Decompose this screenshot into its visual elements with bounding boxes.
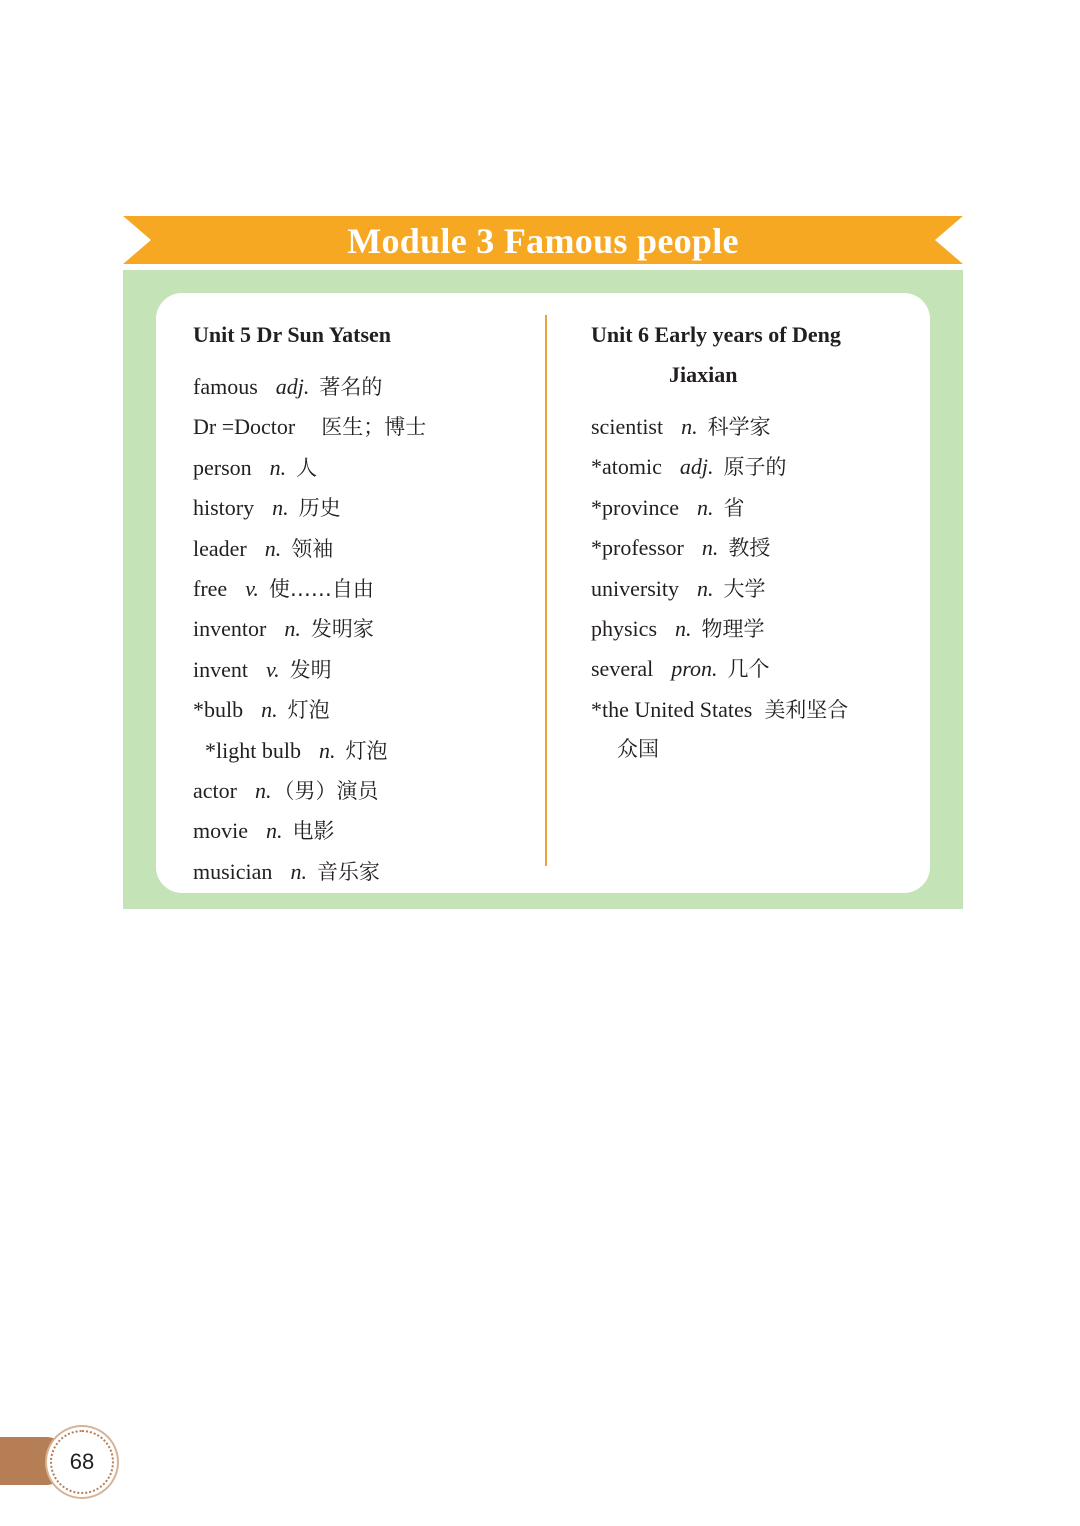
module-title: Module 3 Famous people	[347, 221, 739, 261]
page-number: 68	[50, 1430, 114, 1494]
entry-word: invent	[193, 656, 248, 682]
entry-meaning: 美利坚合	[764, 697, 849, 722]
entry-pos: n.	[272, 495, 289, 521]
entry-pos: v.	[245, 576, 259, 602]
word-entry	[193, 852, 523, 892]
module-banner	[123, 216, 963, 264]
entry-word: *light bulb	[205, 737, 301, 763]
entry-word: several	[591, 656, 654, 682]
entry-word: *bulb	[193, 697, 244, 723]
entry-meaning: 大学	[723, 576, 766, 601]
entry-word: musician	[193, 858, 273, 884]
unit6-title	[591, 315, 911, 395]
entry-word: inventor	[193, 616, 267, 642]
entry-meaning: 人	[296, 455, 318, 480]
word-entry	[193, 731, 523, 771]
entry-meaning: 发明	[289, 657, 332, 682]
entry-meaning-continuation: 众国	[617, 737, 659, 762]
entry-meaning: 省	[723, 495, 745, 520]
entry-meaning: 电影	[292, 819, 335, 844]
word-entry	[591, 447, 911, 487]
entry-meaning: 灯泡	[287, 698, 330, 723]
entry-meaning: （男）演员	[273, 779, 379, 804]
entry-word: actor	[193, 778, 237, 804]
word-entry	[591, 528, 911, 568]
word-entry	[193, 811, 523, 851]
entry-meaning: 物理学	[701, 617, 765, 642]
entry-word: person	[193, 454, 252, 480]
word-entry	[193, 569, 523, 609]
word-entry	[193, 407, 523, 447]
entry-pos: n.	[254, 778, 272, 804]
entry-pos: n.	[264, 535, 282, 561]
entry-word: *province	[591, 494, 679, 520]
entry-word: *atomic	[591, 454, 662, 480]
word-entry	[591, 609, 911, 649]
entry-pos: v.	[266, 656, 280, 682]
entry-word: history	[193, 495, 255, 521]
entry-pos: n.	[290, 858, 307, 884]
entry-meaning: 历史	[298, 496, 341, 521]
entry-word: famous	[193, 374, 258, 399]
word-entry	[591, 649, 911, 689]
entry-pos: adj.	[679, 454, 714, 480]
entry-pos: n.	[697, 575, 714, 601]
entry-word: free	[193, 576, 228, 602]
entry-meaning: 几个	[727, 657, 770, 682]
entry-meaning: 领袖	[291, 536, 334, 561]
entry-pos: n.	[266, 818, 283, 844]
vocabulary-card	[156, 293, 930, 893]
entry-meaning: 医生；博士	[321, 415, 427, 440]
word-entry	[193, 771, 523, 811]
unit5-column	[193, 315, 523, 892]
entry-word: Dr =Doctor	[193, 414, 296, 440]
entry-word: *professor	[591, 535, 684, 561]
entry-meaning: 著名的	[319, 375, 383, 399]
word-entry	[193, 650, 523, 690]
unit5-title: Unit 5 Dr Sun Yatsen	[193, 322, 392, 347]
column-divider	[545, 315, 547, 866]
word-entry	[193, 690, 523, 730]
entry-meaning: 教授	[728, 536, 771, 561]
unit5-word-list	[193, 367, 523, 892]
entry-pos: adj.	[275, 374, 310, 399]
entry-pos: n.	[701, 535, 719, 561]
entry-pos: n.	[696, 494, 714, 520]
word-entry	[591, 488, 911, 528]
entry-meaning: 科学家	[707, 415, 771, 439]
entry-pos: n.	[318, 737, 336, 763]
unit6-title-line1: Unit 6 Early years of Deng	[591, 322, 841, 347]
word-entry	[193, 367, 523, 407]
vocabulary-panel	[123, 270, 963, 909]
word-entry	[591, 407, 911, 447]
entry-pos: n.	[269, 454, 287, 480]
word-entry	[193, 448, 523, 488]
unit6-word-list	[591, 407, 911, 770]
word-entry	[193, 609, 523, 649]
entry-word: physics	[591, 616, 657, 642]
entry-word: university	[591, 575, 679, 601]
entry-pos: pron.	[671, 656, 718, 682]
entry-meaning: 使……自由	[268, 577, 374, 602]
word-entry	[591, 690, 911, 730]
entry-pos: n.	[681, 414, 698, 439]
unit6-title-line2: Jiaxian	[669, 362, 738, 387]
entry-pos: n.	[261, 697, 278, 723]
word-entry	[193, 488, 523, 528]
entry-meaning: 音乐家	[316, 859, 380, 884]
unit6-column	[591, 315, 911, 770]
entry-meaning: 发明家	[310, 617, 374, 642]
entry-word: *the United States	[591, 696, 753, 722]
word-entry	[591, 569, 911, 609]
entry-word: scientist	[591, 414, 664, 439]
entry-pos: n.	[284, 616, 301, 642]
entry-word: leader	[193, 535, 247, 561]
entry-meaning: 灯泡	[345, 738, 388, 763]
entry-meaning: 原子的	[723, 455, 787, 480]
entry-pos: n.	[675, 616, 692, 642]
entry-word: movie	[193, 818, 248, 844]
word-entry	[193, 529, 523, 569]
